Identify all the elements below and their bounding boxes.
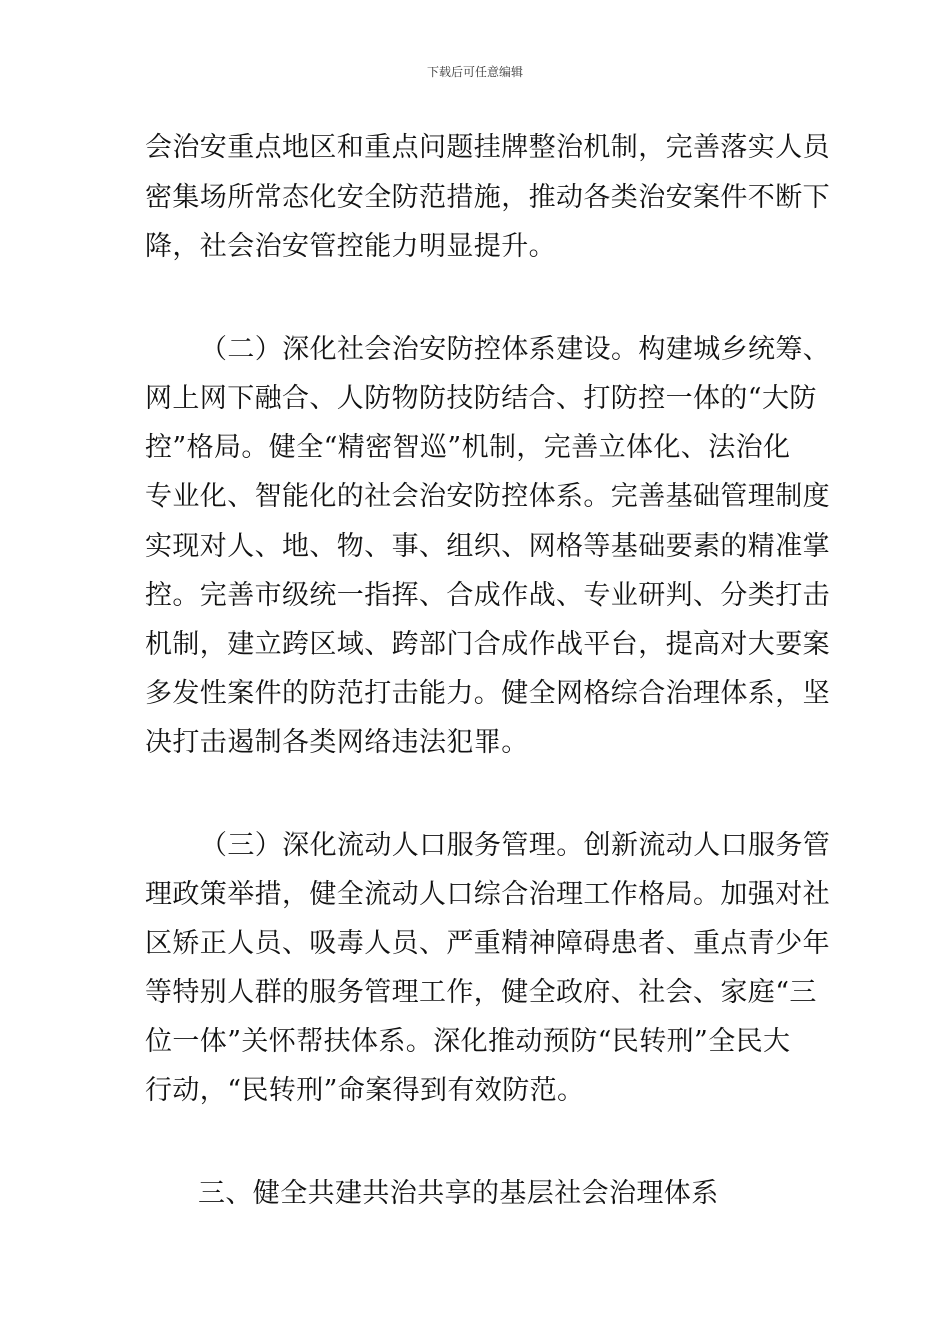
text-line: 多发性案件的防范打击能力。健全网格综合治理体系，坚 bbox=[145, 678, 830, 709]
text-line: 区矫正人员、吸毒人员、严重精神障碍患者、重点青少年 bbox=[145, 928, 830, 959]
text-line: 专业化、智能化的社会治安防控体系。完善基础管理制度 bbox=[145, 481, 830, 512]
text-line: （三）深化流动人口服务管理。创新流动人口服务管 bbox=[200, 830, 831, 861]
text-line: 密集场所常态化安全防范措施，推动各类治安案件不断下 bbox=[145, 182, 830, 213]
text-line: 控。完善市级统一指挥、合成作战、专业研判、分类打击 bbox=[145, 580, 830, 611]
text-line: 位一体”关怀帮扶体系。深化推动预防“民转刑”全民大 bbox=[145, 1026, 791, 1057]
text-line: 实现对人、地、物、事、组织、网格等基础要素的精准掌 bbox=[145, 531, 830, 562]
text-line: 网上网下融合、人防物防技防结合、打防控一体的“大防 bbox=[145, 383, 817, 414]
text-line: 三、健全共建共治共享的基层社会治理体系 bbox=[198, 1178, 719, 1209]
page-header-note: 下载后可任意编辑 bbox=[426, 65, 523, 79]
text-line: 控”格局。健全“精密智巡”机制，完善立体化、法治化 bbox=[145, 432, 791, 463]
text-line: 等特别人群的服务管理工作，健全政府、社会、家庭“三 bbox=[145, 977, 817, 1008]
text-line: 理政策举措，健全流动人口综合治理工作格局。加强对社 bbox=[145, 879, 830, 910]
text-line: 降，社会治安管控能力明显提升。 bbox=[145, 231, 556, 262]
text-line: 机制，建立跨区域、跨部门合成作战平台，提高对大要案 bbox=[145, 629, 830, 660]
text-line: （二）深化社会治安防控体系建设。构建城乡统筹、 bbox=[200, 334, 831, 365]
text-line: 行动，“民转刑”命案得到有效防范。 bbox=[145, 1075, 585, 1106]
text-line: 会治安重点地区和重点问题挂牌整治机制，完善落实人员 bbox=[145, 132, 830, 163]
text-line: 决打击遏制各类网络违法犯罪。 bbox=[145, 727, 529, 758]
